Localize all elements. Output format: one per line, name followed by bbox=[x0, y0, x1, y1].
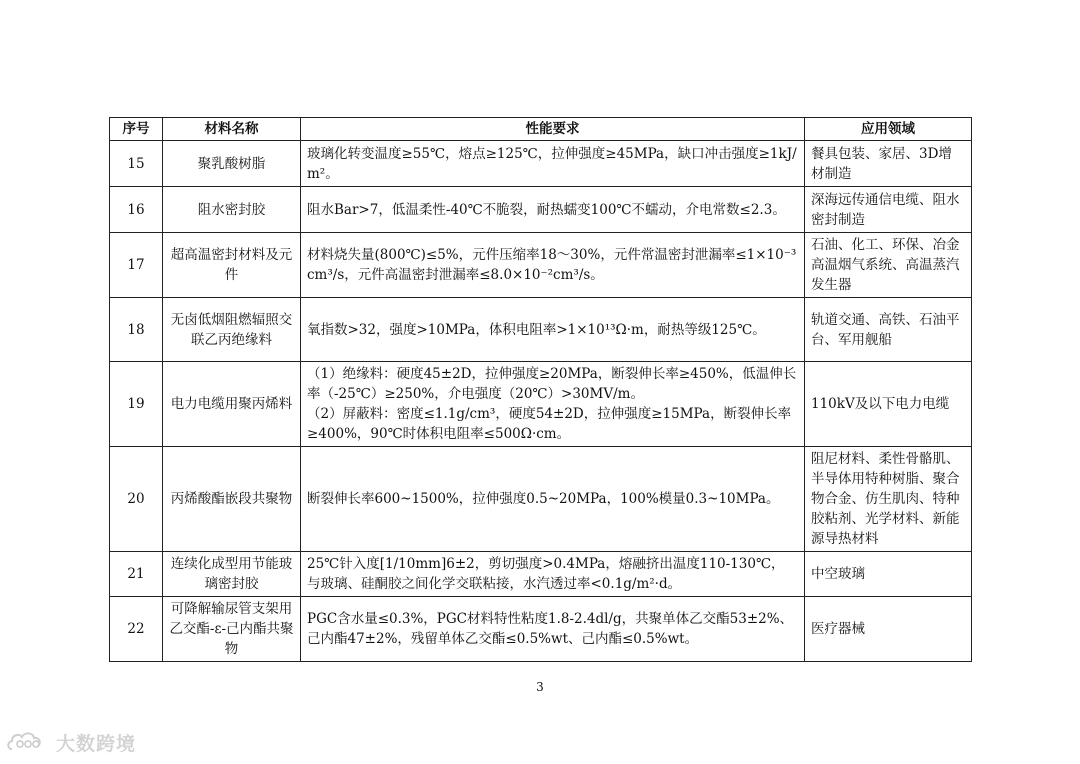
application-field: 餐具包装、家居、3D增材制造 bbox=[805, 141, 972, 187]
page-number: 3 bbox=[536, 680, 544, 694]
watermark-text: 大数跨境 bbox=[56, 732, 137, 755]
spec-table bbox=[109, 117, 972, 662]
material-name: 可降解输尿管支架用乙交酯-ε-己内酯共聚物 bbox=[163, 597, 301, 662]
performance-requirements bbox=[301, 447, 805, 552]
header-material-name: 材料名称 bbox=[163, 118, 301, 141]
table-row bbox=[110, 597, 972, 662]
row-number: 15 bbox=[110, 141, 163, 187]
application-field: 中空玻璃 bbox=[805, 552, 972, 597]
performance-line: 玻璃化转变温度≥55℃，熔点≥125℃，拉伸强度≥45MPa，缺口冲击强度≥1kJ/m²。 bbox=[307, 145, 797, 182]
cloud-logo-icon bbox=[6, 727, 52, 757]
material-name: 无卤低烟阻燃辐照交联乙丙绝缘料 bbox=[163, 298, 301, 362]
header-performance: 性能要求 bbox=[301, 118, 805, 141]
material-name: 电力电缆用聚丙烯料 bbox=[163, 362, 301, 447]
header-application: 应用领域 bbox=[805, 118, 972, 141]
row-number: 18 bbox=[110, 298, 163, 362]
table-header-row bbox=[110, 118, 972, 141]
performance-line: 断裂伸长率600~1500%，拉伸强度0.5~20MPa，100%模量0.3~10MPa。 bbox=[307, 491, 780, 507]
material-name: 连续化成型用节能玻璃密封胶 bbox=[163, 552, 301, 597]
table-row bbox=[110, 141, 972, 187]
performance-line: 氧指数>32，强度>10MPa，体积电阻率>1×10¹³Ω·m，耐热等级125℃。 bbox=[307, 321, 766, 338]
application-field: 轨道交通、高铁、石油平台、军用舰船 bbox=[805, 298, 972, 362]
performance-line: 阻水Bar>7，低温柔性-40℃不脆裂，耐热蠕变100℃不蠕动，介电常数≤2.3。 bbox=[307, 201, 786, 218]
table-row bbox=[110, 447, 972, 552]
performance-requirements bbox=[301, 298, 805, 362]
row-number: 19 bbox=[110, 362, 163, 447]
performance-requirements bbox=[301, 141, 805, 187]
performance-requirements bbox=[301, 552, 805, 597]
performance-requirements bbox=[301, 187, 805, 233]
material-name: 超高温密封材料及元件 bbox=[163, 233, 301, 298]
table-row bbox=[110, 233, 972, 298]
table-row bbox=[110, 187, 972, 233]
material-name: 阻水密封胶 bbox=[163, 187, 301, 233]
performance-line: 25℃针入度[1/10mm]6±2，剪切强度>0.4MPa，熔融挤出温度110-130℃，与玻璃、硅酮胶之间化学交联粘接，水汽透过率<0.1g/m²·d。 bbox=[307, 556, 785, 592]
header-number: 序号 bbox=[110, 118, 163, 141]
performance-line: （2）屏蔽料：密度≤1.1g/cm³，硬度54±2D，拉伸强度≥15MPa，断裂伸长率≥400%，90℃时体积电阻率≤500Ω·cm。 bbox=[307, 406, 792, 442]
row-number: 17 bbox=[110, 233, 163, 298]
performance-requirements bbox=[301, 362, 805, 447]
row-number: 22 bbox=[110, 597, 163, 662]
row-number: 20 bbox=[110, 447, 163, 552]
application-field: 医疗器械 bbox=[805, 597, 972, 662]
performance-line: 材料烧失量(800℃)≤5%，元件压缩率18～30%，元件常温密封泄漏率≤1×10⁻³cm³/s，元件高温密封泄漏率≤8.0×10⁻²cm³/s。 bbox=[307, 247, 797, 283]
performance-line: （1）绝缘料：硬度45±2D，拉伸强度≥20MPa，断裂伸长率≥450%，低温伸长率（-25℃）≥250%，介电强度（20℃）>30MV/m。 bbox=[307, 366, 797, 402]
watermark bbox=[6, 727, 136, 757]
row-number: 16 bbox=[110, 187, 163, 233]
table-row bbox=[110, 298, 972, 362]
row-number: 21 bbox=[110, 552, 163, 597]
material-name: 丙烯酸酯嵌段共聚物 bbox=[163, 447, 301, 552]
table-row bbox=[110, 362, 972, 447]
performance-requirements bbox=[301, 233, 805, 298]
material-name: 聚乳酸树脂 bbox=[163, 141, 301, 187]
performance-line: PGC含水量≤0.3%，PGC材料特性粘度1.8-2.4dl/g，共聚单体乙交酯53±2%、己内酯47±2%，残留单体乙交酯≤0.5%wt、己内酯≤0.5%wt。 bbox=[307, 611, 794, 647]
application-field: 石油、化工、环保、冶金高温烟气系统、高温蒸汽发生器 bbox=[805, 233, 972, 298]
application-field: 阻尼材料、柔性骨骼肌、半导体用特种树脂、聚合物合金、仿生肌肉、特种胶粘剂、光学材料、新能源导热材料 bbox=[805, 447, 972, 552]
application-field: 深海远传通信电缆、阻水密封制造 bbox=[805, 187, 972, 233]
performance-requirements bbox=[301, 597, 805, 662]
application-field: 110kV及以下电力电缆 bbox=[805, 362, 972, 447]
table-row bbox=[110, 552, 972, 597]
